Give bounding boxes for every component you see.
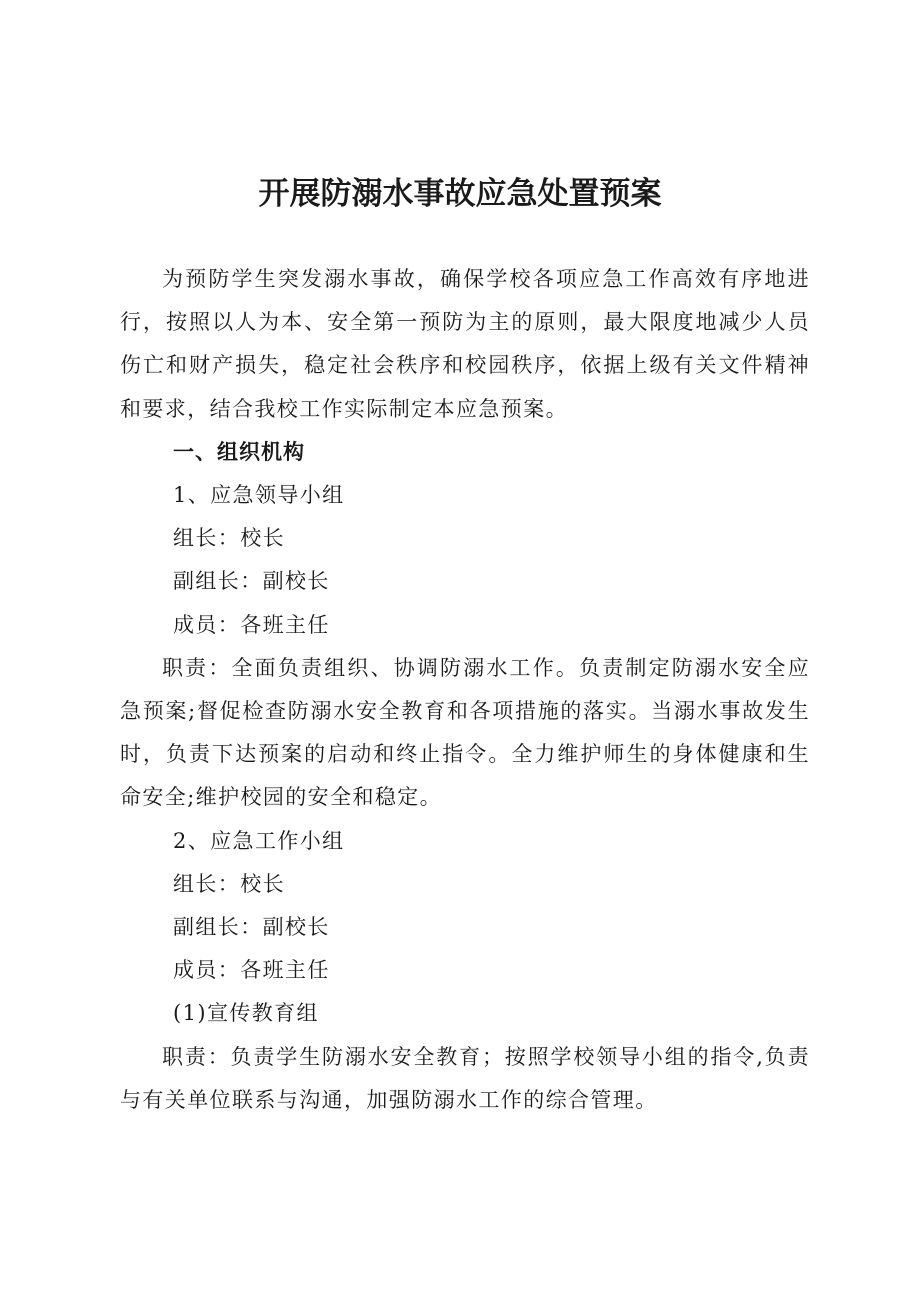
group1-title: 1、应急领导小组 bbox=[173, 483, 345, 508]
group2-deputy: 副组长：副校长 bbox=[173, 915, 330, 940]
group1-members: 成员：各班主任 bbox=[173, 612, 330, 637]
subgroup-publicity-title: (1)宣传教育组 bbox=[173, 1001, 319, 1026]
document-title: 开展防溺水事故应急处置预案 bbox=[258, 176, 662, 212]
intro-paragraph: 为预防学生突发溺水事故，确保学校各项应急工作高效有序地进行，按照以人为本、安全第一预防为主的原则，最大限度地减少人员伤亡和财产损失，稳定社会秩序和校园秩序，依据上级有关文件精神和要求，结合我校工作实际制定本应急预案。 bbox=[120, 267, 810, 421]
group2-leader: 组长：校长 bbox=[173, 871, 285, 896]
group2-members: 成员：各班主任 bbox=[173, 958, 330, 983]
group1-leader: 组长：校长 bbox=[173, 526, 285, 551]
group1-deputy: 副组长：副校长 bbox=[173, 569, 330, 594]
group2-title: 2、应急工作小组 bbox=[173, 828, 345, 853]
section-heading-organization: 一、组织机构 bbox=[173, 439, 305, 464]
subgroup-publicity-duty: 职责：负责学生防溺水安全教育；按照学校领导小组的指令,负责与有关单位联系与沟通，加强防溺水工作的综合管理。 bbox=[120, 1044, 810, 1112]
group1-duty: 职责：全面负责组织、协调防溺水工作。负责制定防溺水安全应急预案;督促检查防溺水安全教育和各项措施的落实。当溺水事故发生时，负责下达预案的启动和终止指令。全力维护师生的身体健康和生命安全;维护校园的安全和稳定。 bbox=[120, 655, 810, 810]
document-body bbox=[120, 258, 810, 1122]
